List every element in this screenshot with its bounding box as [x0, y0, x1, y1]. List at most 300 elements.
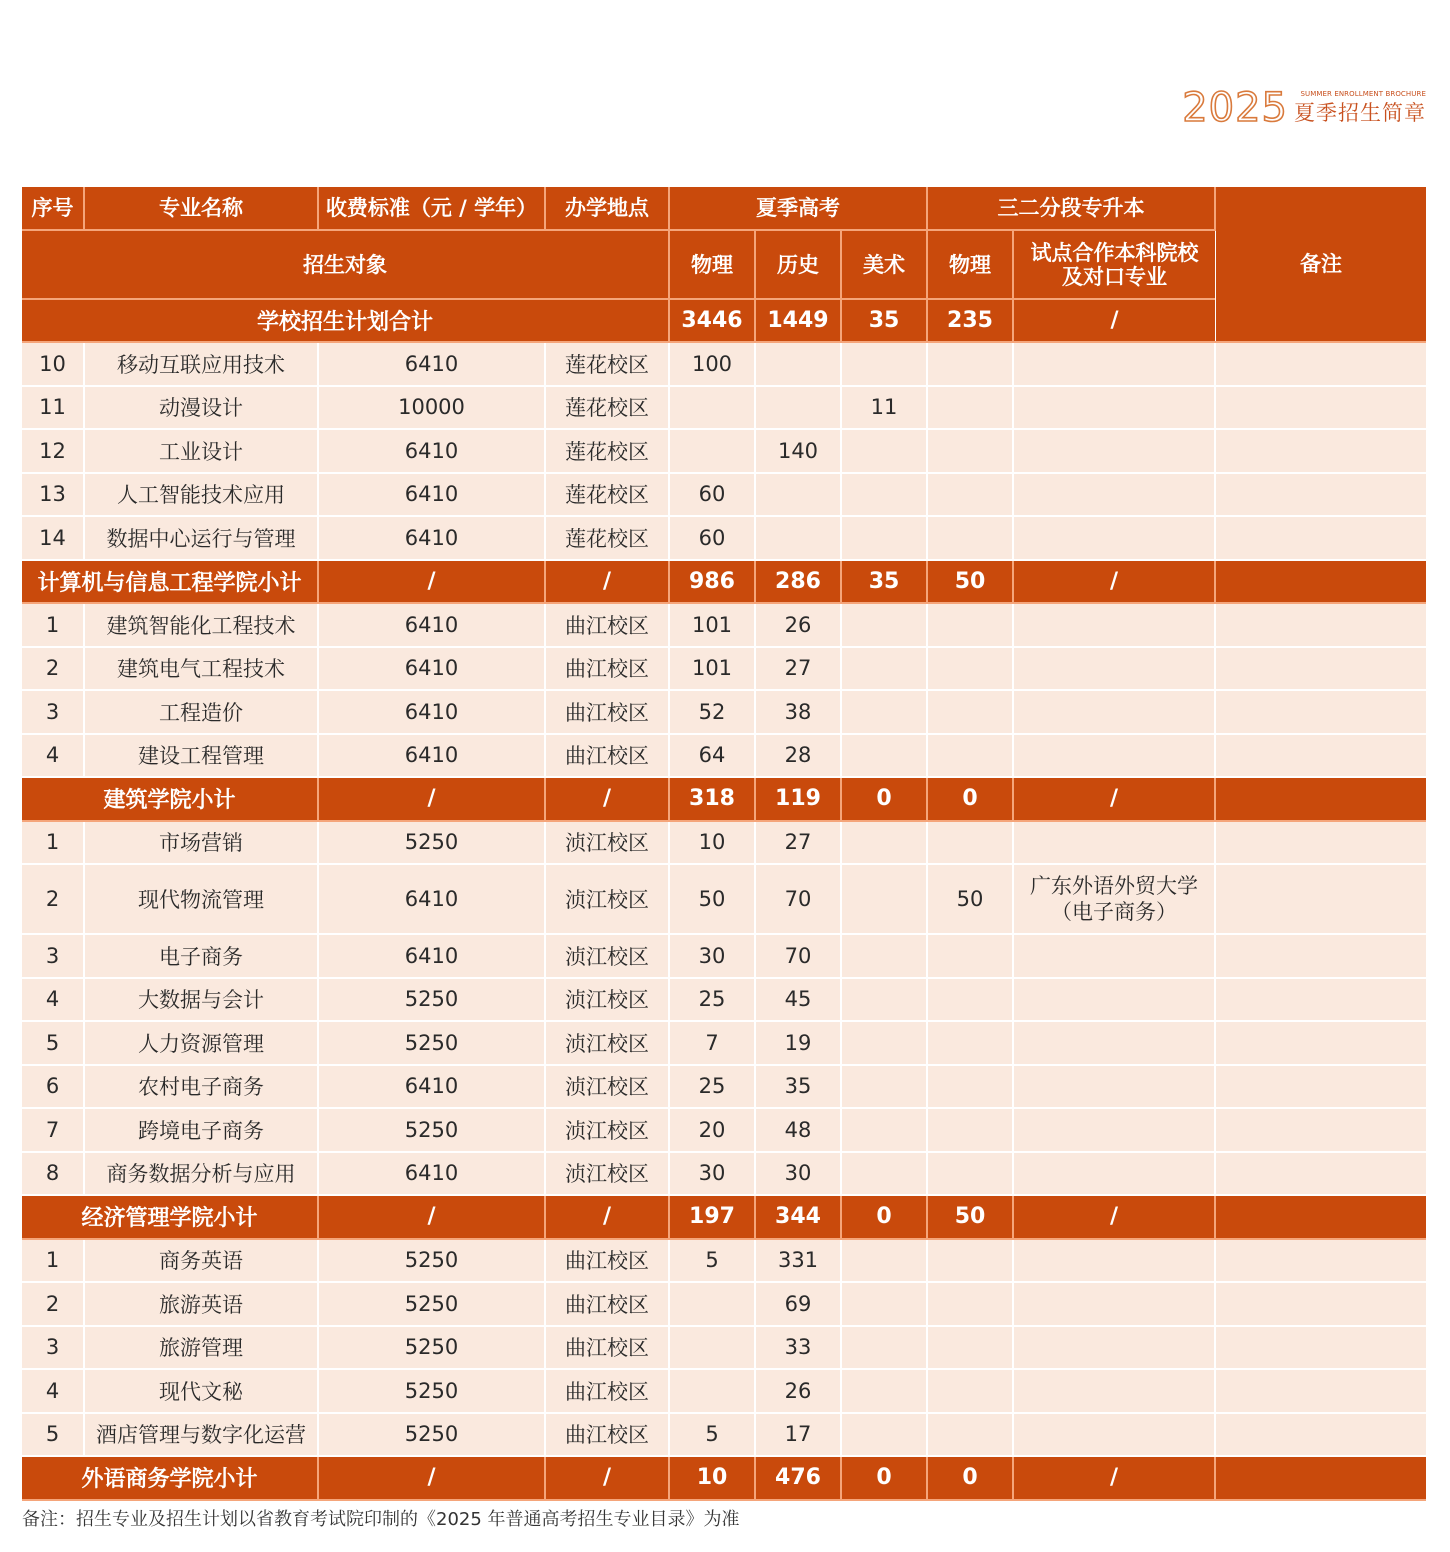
subtotal-tp-physics: 0: [927, 777, 1013, 821]
subtotal-campus: /: [545, 777, 669, 821]
cell-fee: 5250: [318, 821, 545, 865]
cell-partner: [1013, 864, 1215, 934]
cell-remark: [1215, 934, 1426, 978]
cell-fee: 6410: [318, 1152, 545, 1196]
cell-physics: 10: [669, 821, 755, 865]
cell-index: 3: [22, 690, 84, 734]
subtotal-fee: /: [318, 560, 545, 604]
cell-art: [841, 1369, 927, 1413]
subtotal-fee: /: [318, 777, 545, 821]
cell-partner: [1013, 1065, 1215, 1109]
cell-partner: [1013, 1152, 1215, 1196]
cell-remark: [1215, 1108, 1426, 1152]
cell-fee: 6410: [318, 516, 545, 560]
cell-fee: 5250: [318, 1239, 545, 1283]
cell-tp-physics: [927, 978, 1013, 1022]
cell-tp-physics: [927, 603, 1013, 647]
brand-subtitle: SUMMER ENROLLMENT BROCHURE: [1300, 90, 1426, 98]
cell-tp-physics: [927, 647, 1013, 691]
cell-remark: [1215, 647, 1426, 691]
subtotal-label: 建筑学院小计: [22, 777, 318, 821]
subtotal-history: 286: [755, 560, 841, 604]
cell-tp-physics: [927, 690, 1013, 734]
cell-history: 28: [755, 734, 841, 778]
cell-major: 市场营销: [84, 821, 318, 865]
cell-fee: 5250: [318, 1369, 545, 1413]
cell-history: 38: [755, 690, 841, 734]
table-row: [22, 342, 1426, 386]
cell-fee: 5250: [318, 1282, 545, 1326]
cell-fee: 5250: [318, 1021, 545, 1065]
cell-remark: [1215, 1282, 1426, 1326]
table-row: [22, 603, 1426, 647]
cell-campus: 曲江校区: [545, 603, 669, 647]
cell-remark: [1215, 1326, 1426, 1370]
cell-campus: 曲江校区: [545, 1282, 669, 1326]
cell-fee: 6410: [318, 690, 545, 734]
cell-index: 10: [22, 342, 84, 386]
cell-history: [755, 473, 841, 517]
header-campus: 办学地点: [545, 187, 669, 230]
brand-year: 2025: [1182, 85, 1288, 131]
cell-index: 1: [22, 603, 84, 647]
subtotal-remark: [1215, 1195, 1426, 1239]
cell-partner: [1013, 429, 1215, 473]
cell-tp-physics: [927, 1108, 1013, 1152]
subtotal-label: 外语商务学院小计: [22, 1456, 318, 1500]
table-row: [22, 1282, 1426, 1326]
cell-history: 26: [755, 1369, 841, 1413]
cell-major: 工程造价: [84, 690, 318, 734]
table-row: [22, 1413, 1426, 1457]
cell-partner: [1013, 1326, 1215, 1370]
cell-history: 70: [755, 934, 841, 978]
cell-history: 33: [755, 1326, 841, 1370]
cell-major: 建筑智能化工程技术: [84, 603, 318, 647]
cell-tp-physics: [927, 1152, 1013, 1196]
cell-remark: [1215, 1239, 1426, 1283]
total-history: 1449: [755, 299, 841, 342]
subtotal-partner: /: [1013, 1195, 1215, 1239]
cell-art: [841, 734, 927, 778]
cell-major: 电子商务: [84, 934, 318, 978]
cell-remark: [1215, 821, 1426, 865]
cell-art: [841, 429, 927, 473]
cell-physics: 101: [669, 647, 755, 691]
header-art: 美术: [841, 230, 927, 299]
cell-partner: [1013, 603, 1215, 647]
cell-major: 酒店管理与数字化运营: [84, 1413, 318, 1457]
cell-campus: 曲江校区: [545, 647, 669, 691]
table-row: [22, 821, 1426, 865]
cell-major: 旅游英语: [84, 1282, 318, 1326]
cell-major: 商务数据分析与应用: [84, 1152, 318, 1196]
cell-history: 45: [755, 978, 841, 1022]
cell-major: 跨境电子商务: [84, 1108, 318, 1152]
subtotal-history: 476: [755, 1456, 841, 1500]
cell-campus: 浈江校区: [545, 864, 669, 934]
header-partner-line1: 试点合作本科院校: [1030, 240, 1199, 265]
subtotal-history: 119: [755, 777, 841, 821]
cell-remark: [1215, 516, 1426, 560]
cell-major: 数据中心运行与管理: [84, 516, 318, 560]
cell-history: 35: [755, 1065, 841, 1109]
total-physics: 3446: [669, 299, 755, 342]
cell-index: 2: [22, 647, 84, 691]
cell-art: [841, 516, 927, 560]
header-history: 历史: [755, 230, 841, 299]
cell-partner: [1013, 386, 1215, 430]
subtotal-row: [22, 777, 1426, 821]
cell-partner: [1013, 1108, 1215, 1152]
total-label: 学校招生计划合计: [22, 299, 669, 342]
cell-history: [755, 386, 841, 430]
cell-tp-physics: [927, 386, 1013, 430]
cell-physics: 25: [669, 978, 755, 1022]
cell-partner: [1013, 1413, 1215, 1457]
cell-index: 12: [22, 429, 84, 473]
cell-physics: 5: [669, 1413, 755, 1457]
subtotal-row: [22, 1456, 1426, 1500]
table-row: [22, 1021, 1426, 1065]
subtotal-physics: 10: [669, 1456, 755, 1500]
cell-index: 2: [22, 864, 84, 934]
cell-fee: 5250: [318, 978, 545, 1022]
cell-physics: 20: [669, 1108, 755, 1152]
cell-fee: 6410: [318, 734, 545, 778]
cell-major: 大数据与会计: [84, 978, 318, 1022]
cell-art: [841, 690, 927, 734]
cell-partner: [1013, 690, 1215, 734]
subtotal-fee: /: [318, 1456, 545, 1500]
cell-art: [841, 1282, 927, 1326]
cell-major: 移动互联应用技术: [84, 342, 318, 386]
subtotal-campus: /: [545, 1456, 669, 1500]
cell-physics: 30: [669, 1152, 755, 1196]
cell-art: [841, 1065, 927, 1109]
cell-index: 3: [22, 1326, 84, 1370]
cell-index: 14: [22, 516, 84, 560]
header-physics: 物理: [669, 230, 755, 299]
cell-index: 1: [22, 1239, 84, 1283]
cell-remark: [1215, 690, 1426, 734]
cell-tp-physics: [927, 429, 1013, 473]
cell-major: 旅游管理: [84, 1326, 318, 1370]
subtotal-partner: /: [1013, 1456, 1215, 1500]
cell-fee: 6410: [318, 1065, 545, 1109]
cell-remark: [1215, 1021, 1426, 1065]
cell-history: 70: [755, 864, 841, 934]
cell-campus: 莲花校区: [545, 342, 669, 386]
cell-major: 建筑电气工程技术: [84, 647, 318, 691]
subtotal-art: 0: [841, 1195, 927, 1239]
table-row: [22, 690, 1426, 734]
cell-remark: [1215, 1152, 1426, 1196]
table-row: [22, 734, 1426, 778]
partner-school: 广东外语外贸大学: [1030, 874, 1198, 898]
cell-campus: 浈江校区: [545, 1108, 669, 1152]
cell-major: 商务英语: [84, 1239, 318, 1283]
subtotal-history: 344: [755, 1195, 841, 1239]
cell-art: [841, 978, 927, 1022]
cell-index: 5: [22, 1413, 84, 1457]
cell-tp-physics: [927, 734, 1013, 778]
cell-remark: [1215, 1369, 1426, 1413]
cell-major: 工业设计: [84, 429, 318, 473]
table-row: [22, 386, 1426, 430]
cell-art: [841, 1108, 927, 1152]
cell-remark: [1215, 1413, 1426, 1457]
subtotal-tp-physics: 50: [927, 1195, 1013, 1239]
cell-fee: 6410: [318, 864, 545, 934]
cell-physics: 52: [669, 690, 755, 734]
cell-history: 48: [755, 1108, 841, 1152]
cell-campus: 浈江校区: [545, 1152, 669, 1196]
cell-art: [841, 1413, 927, 1457]
cell-campus: 浈江校区: [545, 1065, 669, 1109]
cell-physics: 25: [669, 1065, 755, 1109]
cell-fee: 10000: [318, 386, 545, 430]
subtotal-art: 0: [841, 1456, 927, 1500]
subtotal-campus: /: [545, 560, 669, 604]
cell-tp-physics: [927, 342, 1013, 386]
cell-remark: [1215, 429, 1426, 473]
subtotal-remark: [1215, 1456, 1426, 1500]
cell-tp-physics: [927, 1369, 1013, 1413]
cell-fee: 6410: [318, 429, 545, 473]
cell-tp-physics: [927, 1282, 1013, 1326]
cell-campus: 莲花校区: [545, 473, 669, 517]
cell-campus: 莲花校区: [545, 429, 669, 473]
cell-physics: 60: [669, 516, 755, 560]
header-three-two: 三二分段专升本: [927, 187, 1215, 230]
table-row: [22, 647, 1426, 691]
header-index: 序号: [22, 187, 84, 230]
cell-index: 13: [22, 473, 84, 517]
cell-fee: 5250: [318, 1108, 545, 1152]
header-partner-line2: 及对口专业: [1062, 264, 1167, 289]
cell-partner: [1013, 342, 1215, 386]
table-row: [22, 516, 1426, 560]
cell-remark: [1215, 864, 1426, 934]
cell-physics: [669, 1369, 755, 1413]
cell-physics: 7: [669, 1021, 755, 1065]
cell-tp-physics: [927, 516, 1013, 560]
cell-index: 4: [22, 978, 84, 1022]
cell-index: 4: [22, 1369, 84, 1413]
subtotal-physics: 197: [669, 1195, 755, 1239]
cell-partner: [1013, 516, 1215, 560]
cell-index: 5: [22, 1021, 84, 1065]
cell-campus: 浈江校区: [545, 934, 669, 978]
table-row: [22, 1326, 1426, 1370]
cell-history: [755, 516, 841, 560]
cell-major: 现代文秘: [84, 1369, 318, 1413]
header-major: 专业名称: [84, 187, 318, 230]
cell-tp-physics: [927, 1239, 1013, 1283]
total-partner: /: [1013, 299, 1215, 342]
cell-campus: 曲江校区: [545, 1413, 669, 1457]
cell-remark: [1215, 603, 1426, 647]
cell-partner: [1013, 647, 1215, 691]
cell-tp-physics: [927, 934, 1013, 978]
table-row: [22, 1065, 1426, 1109]
subtotal-row: [22, 1195, 1426, 1239]
subtotal-partner: /: [1013, 777, 1215, 821]
subtotal-art: 35: [841, 560, 927, 604]
cell-physics: 5: [669, 1239, 755, 1283]
subtotal-physics: 318: [669, 777, 755, 821]
cell-physics: 30: [669, 934, 755, 978]
cell-art: [841, 342, 927, 386]
cell-tp-physics: 50: [927, 864, 1013, 934]
table-row: [22, 934, 1426, 978]
cell-art: [841, 1021, 927, 1065]
cell-campus: 曲江校区: [545, 1239, 669, 1283]
cell-fee: 6410: [318, 603, 545, 647]
cell-physics: 50: [669, 864, 755, 934]
cell-remark: [1215, 386, 1426, 430]
cell-index: 3: [22, 934, 84, 978]
cell-fee: 6410: [318, 934, 545, 978]
cell-remark: [1215, 1065, 1426, 1109]
cell-art: [841, 473, 927, 517]
header-target: 招生对象: [22, 230, 669, 299]
cell-history: 17: [755, 1413, 841, 1457]
header-remark: 备注: [1215, 187, 1426, 342]
cell-history: 331: [755, 1239, 841, 1283]
table-row: [22, 473, 1426, 517]
header-fee: 收费标准（元 / 学年）: [318, 187, 545, 230]
cell-campus: 曲江校区: [545, 734, 669, 778]
subtotal-physics: 986: [669, 560, 755, 604]
cell-remark: [1215, 978, 1426, 1022]
cell-campus: 莲花校区: [545, 386, 669, 430]
table-body: [22, 187, 1426, 1500]
cell-physics: [669, 429, 755, 473]
cell-physics: 64: [669, 734, 755, 778]
cell-remark: [1215, 734, 1426, 778]
brand-title: 夏季招生简章: [1294, 101, 1426, 125]
cell-physics: 60: [669, 473, 755, 517]
cell-remark: [1215, 473, 1426, 517]
cell-major: 人工智能技术应用: [84, 473, 318, 517]
cell-physics: [669, 386, 755, 430]
cell-tp-physics: [927, 821, 1013, 865]
subtotal-tp-physics: 50: [927, 560, 1013, 604]
cell-tp-physics: [927, 1021, 1013, 1065]
header-row-1: [22, 187, 1426, 230]
subtotal-fee: /: [318, 1195, 545, 1239]
cell-index: 11: [22, 386, 84, 430]
cell-history: 26: [755, 603, 841, 647]
subtotal-campus: /: [545, 1195, 669, 1239]
cell-tp-physics: [927, 1065, 1013, 1109]
cell-physics: [669, 1282, 755, 1326]
subtotal-label: 计算机与信息工程学院小计: [22, 560, 318, 604]
cell-major: 现代物流管理: [84, 864, 318, 934]
header-tp-physics: 物理: [927, 230, 1013, 299]
cell-physics: [669, 1326, 755, 1370]
table-row: [22, 864, 1426, 934]
cell-major: 动漫设计: [84, 386, 318, 430]
cell-partner: [1013, 1021, 1215, 1065]
table-row: [22, 1108, 1426, 1152]
cell-fee: 6410: [318, 647, 545, 691]
cell-partner: [1013, 934, 1215, 978]
partner-major: （电子商务）: [1051, 900, 1177, 924]
cell-fee: 5250: [318, 1326, 545, 1370]
cell-art: [841, 1239, 927, 1283]
subtotal-row: [22, 560, 1426, 604]
cell-tp-physics: [927, 1326, 1013, 1370]
cell-partner: [1013, 1369, 1215, 1413]
cell-major: 人力资源管理: [84, 1021, 318, 1065]
cell-history: 27: [755, 647, 841, 691]
cell-index: 4: [22, 734, 84, 778]
cell-history: 30: [755, 1152, 841, 1196]
subtotal-remark: [1215, 560, 1426, 604]
cell-index: 2: [22, 1282, 84, 1326]
table-row: [22, 429, 1426, 473]
table-row: [22, 1369, 1426, 1413]
cell-campus: 曲江校区: [545, 1369, 669, 1413]
cell-tp-physics: [927, 473, 1013, 517]
cell-partner: [1013, 473, 1215, 517]
subtotal-tp-physics: 0: [927, 1456, 1013, 1500]
cell-art: [841, 821, 927, 865]
cell-tp-physics: [927, 1413, 1013, 1457]
cell-campus: 浈江校区: [545, 978, 669, 1022]
cell-partner: [1013, 978, 1215, 1022]
cell-campus: 曲江校区: [545, 1326, 669, 1370]
cell-fee: 6410: [318, 342, 545, 386]
cell-partner: [1013, 1282, 1215, 1326]
table-row: [22, 978, 1426, 1022]
cell-index: 6: [22, 1065, 84, 1109]
cell-index: 1: [22, 821, 84, 865]
cell-campus: 浈江校区: [545, 1021, 669, 1065]
cell-partner: [1013, 734, 1215, 778]
cell-major: 农村电子商务: [84, 1065, 318, 1109]
cell-history: 27: [755, 821, 841, 865]
cell-history: [755, 342, 841, 386]
cell-remark: [1215, 342, 1426, 386]
cell-art: [841, 603, 927, 647]
cell-index: 7: [22, 1108, 84, 1152]
cell-partner: [1013, 1239, 1215, 1283]
cell-art: [841, 647, 927, 691]
header-summer-exam: 夏季高考: [669, 187, 927, 230]
subtotal-label: 经济管理学院小计: [22, 1195, 318, 1239]
footnote: 备注：招生专业及招生计划以省教育考试院印制的《2025 年普通高考招生专业目录》为准: [22, 1509, 740, 1530]
cell-art: [841, 864, 927, 934]
cell-history: 140: [755, 429, 841, 473]
header-partner: [1013, 230, 1215, 299]
cell-major: 建设工程管理: [84, 734, 318, 778]
table-row: [22, 1152, 1426, 1196]
cell-physics: 100: [669, 342, 755, 386]
total-tp-physics: 235: [927, 299, 1013, 342]
enrollment-plan-table: [22, 187, 1426, 1501]
cell-physics: 101: [669, 603, 755, 647]
total-art: 35: [841, 299, 927, 342]
cell-art: 11: [841, 386, 927, 430]
cell-history: 69: [755, 1282, 841, 1326]
cell-partner: [1013, 821, 1215, 865]
cell-history: 19: [755, 1021, 841, 1065]
cell-art: [841, 934, 927, 978]
